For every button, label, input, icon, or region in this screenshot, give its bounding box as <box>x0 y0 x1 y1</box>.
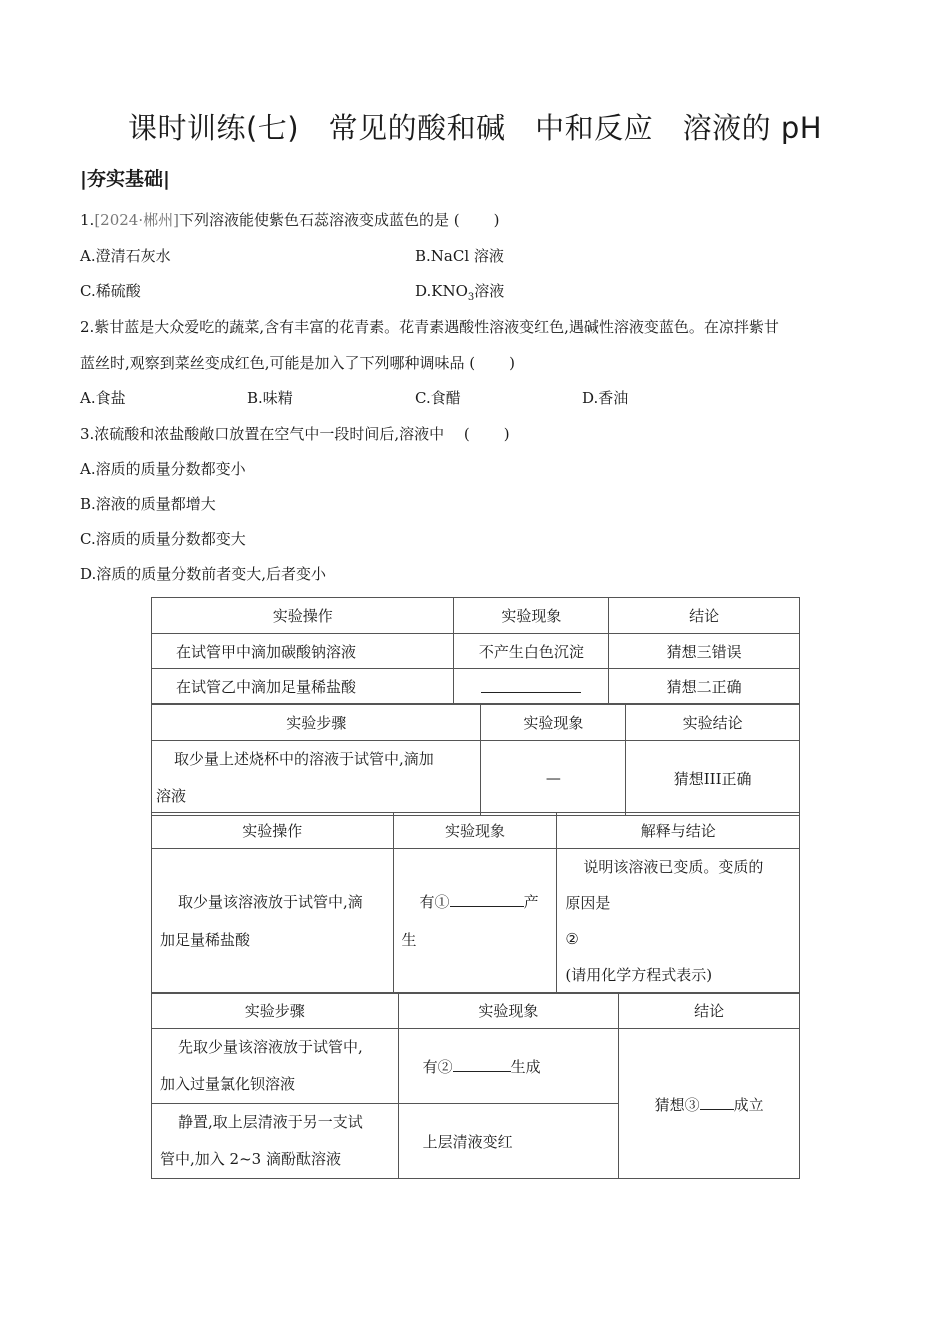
answer-blank-cell[interactable] <box>454 669 609 704</box>
table-header: 实验操作 <box>152 598 454 634</box>
question-text: 3.浓硫酸和浓盐酸敞口放置在空气中一段时间后,溶液中 ( <box>80 425 470 443</box>
answer-blank[interactable] <box>450 890 524 907</box>
table-cell <box>152 1029 399 1104</box>
option-text: 溶液 <box>474 282 505 300</box>
cell-line: 管中,加入 2~3 滴酚酞溶液 <box>160 1150 341 1168</box>
answer-blank[interactable] <box>453 1055 511 1072</box>
table-cell: 猜想二正确 <box>609 669 800 704</box>
cell-line: 取少量上述烧杯中的溶液于试管中,滴加 <box>174 750 434 768</box>
table-cell: 在试管甲中滴加碳酸钠溶液 <box>152 634 454 669</box>
subscript: 3 <box>467 292 475 303</box>
cell-line: 加入过量氯化钡溶液 <box>160 1075 296 1093</box>
question-number: 1. <box>80 211 95 229</box>
table-cell: 在试管乙中滴加足量稀盐酸 <box>152 669 454 704</box>
table-header: 结论 <box>619 993 800 1029</box>
option-b[interactable]: B.NaCl 溶液 <box>415 247 504 265</box>
table-cell: 不产生白色沉淀 <box>454 634 609 669</box>
experiment-table-3 <box>151 812 800 994</box>
table-cell: 上层清液变红 <box>398 1104 619 1179</box>
table-cell <box>398 1029 619 1104</box>
question-1-stem <box>80 210 499 230</box>
table-cell <box>152 1104 399 1179</box>
table-header: 实验结论 <box>626 705 800 741</box>
option-b[interactable]: B.溶液的质量都增大 <box>80 495 216 513</box>
cell-text: 成立 <box>733 1095 764 1114</box>
cell-line: 生 <box>401 931 417 949</box>
cell-text: 有① <box>419 893 450 911</box>
experiment-table-1 <box>151 597 800 704</box>
answer-blank[interactable] <box>481 676 581 693</box>
experiment-table-2 <box>151 704 800 816</box>
table-cell: 猜想三错误 <box>609 634 800 669</box>
option-d[interactable]: D.香油 <box>582 389 629 407</box>
table-cell <box>393 849 557 994</box>
option-c[interactable]: C.稀硫酸 <box>80 282 141 300</box>
question-2-stem-cont <box>80 353 515 373</box>
table-header: 实验现象 <box>393 813 557 849</box>
question-2-stem: 2.紫甘蓝是大众爱吃的蔬菜,含有丰富的花青素。花青素遇酸性溶液变红色,遇碱性溶液变蓝色。在凉拌紫甘 <box>80 318 779 336</box>
table-header: 实验现象 <box>481 705 626 741</box>
table-cell: — <box>481 741 626 816</box>
cell-line: 加足量稀盐酸 <box>160 931 251 949</box>
cell-line: 说明该溶液已变质。变质的 <box>583 858 764 876</box>
option-a[interactable]: A.溶质的质量分数都变小 <box>80 460 246 478</box>
question-text: 下列溶液能使紫色石蕊溶液变成蓝色的是 ( <box>178 211 460 229</box>
answer-blank[interactable] <box>700 1093 734 1110</box>
cell-text: 有② <box>422 1058 453 1076</box>
option-d[interactable]: D.溶质的质量分数前者变大,后者变小 <box>80 565 327 583</box>
table-header: 解释与结论 <box>557 813 800 849</box>
table-cell <box>152 741 481 816</box>
cell-line <box>402 883 551 921</box>
cell-line: 原因是 <box>565 894 611 912</box>
experiment-table-4 <box>151 992 800 1179</box>
answer-paren-close: ) <box>493 211 500 229</box>
option-a[interactable]: A.食盐 <box>80 389 126 407</box>
answer-blank-line[interactable]: ② <box>565 930 579 948</box>
table-cell <box>557 849 800 994</box>
question-source: [2024·郴州] <box>94 211 179 229</box>
cell-line: 先取少量该溶液放于试管中, <box>178 1038 363 1056</box>
option-d[interactable] <box>415 281 504 308</box>
option-c[interactable]: C.溶质的质量分数都变大 <box>80 530 246 548</box>
table-header: 实验现象 <box>398 993 619 1029</box>
option-a[interactable]: A.澄清石灰水 <box>80 247 171 265</box>
question-text: 蓝丝时,观察到菜丝变成红色,可能是加入了下列哪种调味品 ( <box>80 354 476 372</box>
table-header: 实验现象 <box>454 598 609 634</box>
cell-text: 生成 <box>510 1058 541 1076</box>
option-c[interactable]: C.食醋 <box>415 389 461 407</box>
cell-line: (请用化学方程式表示) <box>565 966 713 984</box>
table-cell <box>619 1029 800 1179</box>
cell-text: 猜想③ <box>654 1095 700 1114</box>
cell-line: 取少量该溶液放于试管中,滴 <box>178 893 363 911</box>
question-3-stem <box>80 424 510 444</box>
page-title: 课时训练(七) 常见的酸和碱 中和反应 溶液的 pH <box>127 111 823 145</box>
cell-line: 静置,取上层清液于另一支试 <box>178 1113 363 1131</box>
section-heading: |夯实基础| <box>80 168 170 190</box>
answer-paren-close: ) <box>503 425 510 443</box>
table-header: 实验操作 <box>152 813 394 849</box>
table-header: 实验步骤 <box>152 993 399 1029</box>
table-header: 结论 <box>609 598 800 634</box>
cell-line: 溶液 <box>156 787 187 805</box>
option-b[interactable]: B.味精 <box>247 389 293 407</box>
cell-text: 产 <box>523 893 539 911</box>
answer-paren-close: ) <box>509 354 516 372</box>
table-cell: 猜想III正确 <box>626 741 800 816</box>
option-text: D.KNO <box>415 282 468 300</box>
table-header: 实验步骤 <box>152 705 481 741</box>
table-cell <box>152 849 394 994</box>
